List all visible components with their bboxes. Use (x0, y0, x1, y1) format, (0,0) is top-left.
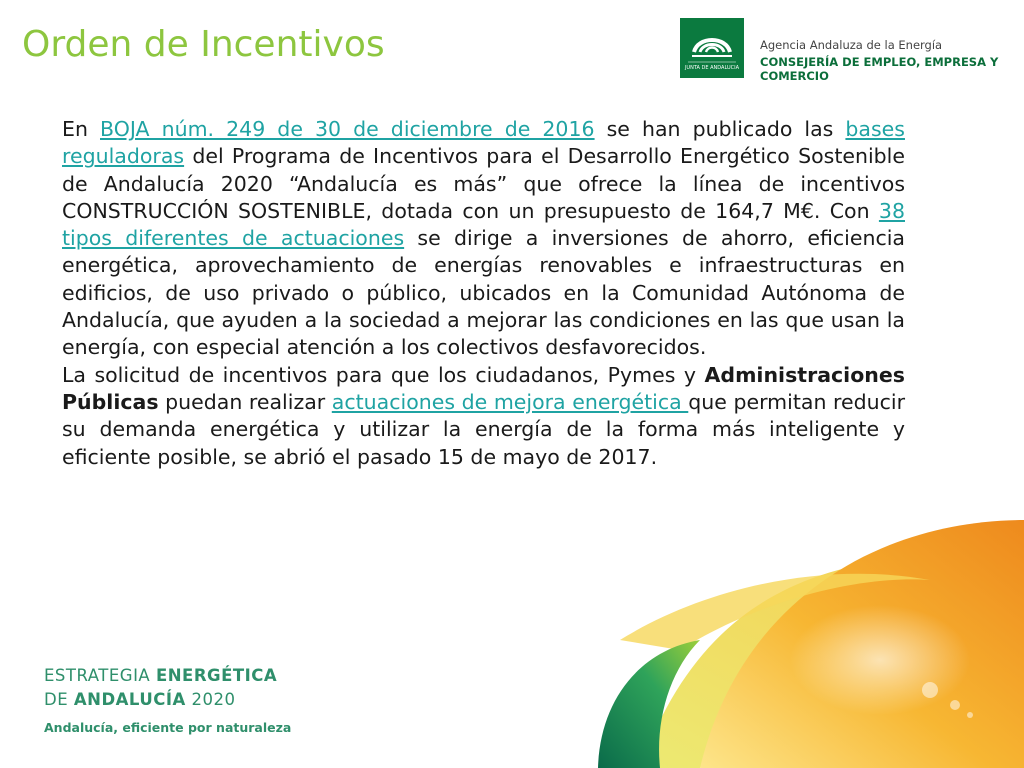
agency-name: Agencia Andaluza de la Energía (760, 38, 943, 52)
ministry-name: CONSEJERÍA DE EMPLEO, EMPRESA Y COMERCIO (760, 55, 999, 83)
strategy-line-1 (44, 666, 277, 685)
paragraph-2 (62, 362, 905, 471)
strategy-text: 2020 (185, 690, 236, 709)
text-segment: En (62, 117, 100, 141)
tipos-actuaciones-link[interactable]: 38 tipos diferentes de actuaciones (62, 198, 905, 251)
strategy-text: DE (44, 690, 74, 709)
actuaciones-mejora-link[interactable]: actuaciones de mejora energética (331, 389, 689, 414)
boja-link[interactable]: BOJA núm. 249 de 30 de diciembre de 2016 (100, 117, 595, 141)
text-segment: que permitan reducir su demanda energética y utilizar la energía de la forma más inteligente y eficiente posible, se abrió el pasado 15 de mayo de 2017. (62, 389, 906, 469)
page-title: Orden de Incentivos (22, 24, 385, 65)
text-segment: puedan realizar (158, 389, 332, 414)
main-body-text (62, 116, 905, 471)
text-segment: se han publicado las (594, 117, 846, 141)
strategy-text-bold: ANDALUCÍA (73, 690, 186, 709)
text-segment: La solicitud de incentivos para que los ciudadanos, Pymes y (62, 362, 705, 387)
bases-reguladoras-link[interactable]: bases reguladoras (62, 117, 905, 169)
administraciones-bold: Administraciones Públicas (62, 362, 905, 414)
junta-andalucia-logo-icon (680, 18, 744, 78)
text-segment: se dirige a inversiones de ahorro, eficiencia energética, aprovechamiento de energías renovables e infraestructuras en edificios, de uso privado o público, ubicados en la Comunidad Autónoma de Andalucía, que ayuden a la sociedad a mejorar las condiciones en las que usan la energía, con especial atención a los colectivos desfavorecidos. (62, 226, 905, 360)
strategy-text-bold: ENERGÉTICA (155, 666, 278, 685)
strategy-line-2 (44, 690, 236, 709)
paragraph-1 (62, 116, 905, 362)
strategy-text: ESTRATEGIA (44, 666, 156, 685)
junta-andalucia-logo (680, 18, 744, 78)
logo-text: JUNTA DE ANDALUCIA (684, 65, 740, 71)
slogan: Andalucía, eficiente por naturaleza (44, 720, 292, 735)
text-segment: del Programa de Incentivos para el Desarrollo Energético Sostenible de Andalucía 2020 “Andalucía es más” que ofrece la línea de incentivos CONSTRUCCIÓN SOSTENIBLE, dotada con un presupuesto de 164,7 M€. Con (62, 144, 905, 223)
